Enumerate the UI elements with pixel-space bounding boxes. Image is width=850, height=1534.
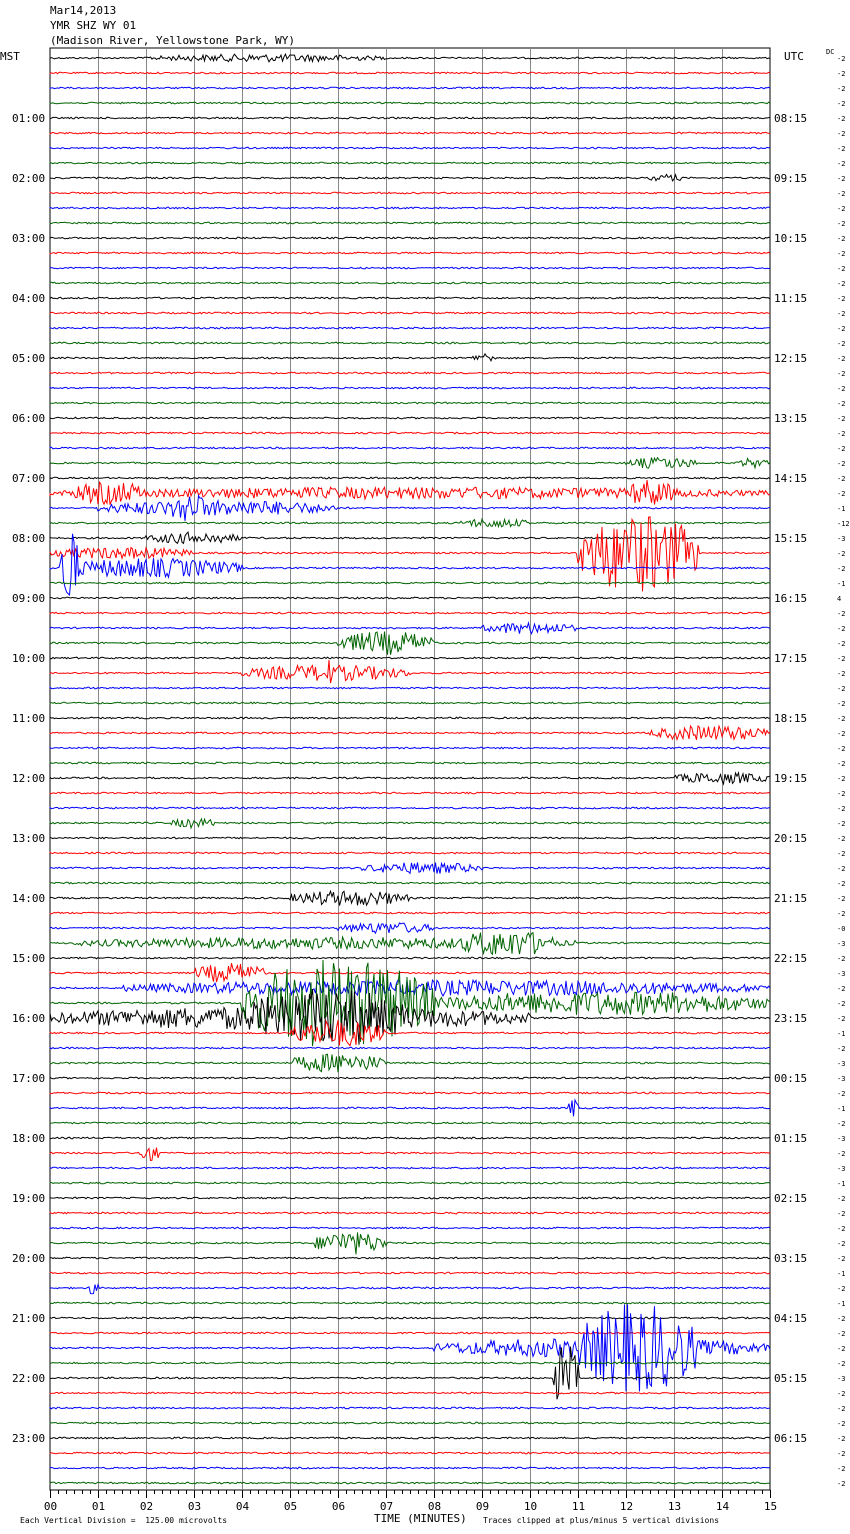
- x-tick-label: 15: [763, 1500, 778, 1513]
- right-hour-label: 20:15: [774, 832, 808, 845]
- seismic-trace: [50, 517, 770, 592]
- seismic-trace: [50, 1122, 770, 1124]
- dc-offset-label: -2: [837, 1315, 846, 1323]
- dc-offset-label: -2: [837, 1150, 846, 1158]
- dc-offset-label: -2: [837, 295, 846, 303]
- dc-offset-label: -2: [837, 730, 846, 738]
- dc-offset-label: -2: [837, 340, 846, 348]
- dc-offset-label: -1: [837, 1180, 846, 1188]
- seismic-trace: [50, 174, 770, 181]
- seismic-trace: [50, 207, 770, 209]
- dc-offset-label: -2: [837, 1015, 846, 1023]
- seismic-trace: [50, 852, 770, 854]
- dc-offset-label: -2: [837, 1345, 846, 1353]
- dc-offset-label: -2: [837, 790, 846, 798]
- left-hour-label: 13:00: [12, 832, 46, 845]
- seismic-trace: [50, 837, 770, 839]
- left-hour-label: 22:00: [12, 1372, 46, 1385]
- seismic-trace: [50, 87, 770, 89]
- seismic-trace: [50, 623, 770, 634]
- seismic-trace: [50, 1482, 770, 1484]
- dc-offset-label: -2: [837, 1255, 846, 1263]
- right-hour-label: 19:15: [774, 772, 808, 785]
- dc-offset-label: -2: [837, 700, 846, 708]
- right-hour-label: 00:15: [774, 1072, 808, 1085]
- x-tick-label: 01: [91, 1500, 106, 1513]
- dc-offset-label: -2: [837, 640, 846, 648]
- dc-offset-label: -2: [837, 85, 846, 93]
- seismic-trace: [50, 267, 770, 269]
- seismic-trace: [50, 297, 770, 299]
- dc-offset-label: -2: [837, 1000, 846, 1008]
- dc-offset-label: -2: [837, 910, 846, 918]
- dc-offset-label: -2: [837, 220, 846, 228]
- dc-offset-label: -2: [837, 550, 846, 558]
- dc-label: DC: [826, 48, 835, 56]
- dc-offset-label: -2: [837, 310, 846, 318]
- seismic-trace: [50, 1020, 770, 1046]
- dc-offset-label: -2: [837, 670, 846, 678]
- x-tick-label: 10: [523, 1500, 538, 1513]
- seismic-trace: [50, 792, 770, 794]
- right-hour-label: 03:15: [774, 1252, 808, 1265]
- seismic-trace: [50, 282, 770, 284]
- seismic-trace: [50, 726, 770, 740]
- seismic-trace: [50, 222, 770, 224]
- left-hour-label: 21:00: [12, 1312, 46, 1325]
- dc-offset-label: -2: [837, 370, 846, 378]
- dc-offset-label: -2: [837, 130, 846, 138]
- seismic-trace: [50, 102, 770, 104]
- dc-offset-label: -1: [837, 1270, 846, 1278]
- dc-offset-label: -2: [837, 400, 846, 408]
- right-hour-label: 13:15: [774, 412, 808, 425]
- dc-offset-label: -2: [837, 100, 846, 108]
- dc-offset-label: -2: [837, 835, 846, 843]
- seismic-trace: [50, 1257, 770, 1259]
- station-label: YMR SHZ WY 01: [50, 19, 137, 32]
- left-hour-label: 23:00: [12, 1432, 46, 1445]
- dc-offset-label: -2: [837, 1480, 846, 1488]
- dc-offset-label: -2: [837, 715, 846, 723]
- scale-note: Each Vertical Division = 125.00 microvolts: [20, 1516, 228, 1525]
- dc-offset-label: -2: [837, 265, 846, 273]
- seismic-trace: [50, 891, 770, 905]
- dc-offset-label: -2: [837, 1225, 846, 1233]
- left-hour-label: 14:00: [12, 892, 46, 905]
- dc-offset-label: -3: [837, 940, 846, 948]
- x-tick-label: 13: [667, 1500, 682, 1513]
- right-hour-label: 14:15: [774, 472, 808, 485]
- seismic-trace: [50, 1332, 770, 1334]
- left-hour-label: 01:00: [12, 112, 46, 125]
- seismic-trace: [50, 863, 770, 874]
- seismic-trace: [50, 354, 770, 361]
- x-tick-label: 06: [331, 1500, 346, 1513]
- seismic-trace: [50, 989, 770, 1045]
- x-tick-label: 09: [475, 1500, 490, 1513]
- seismic-trace: [50, 480, 770, 505]
- dc-offset-label: -12: [837, 520, 850, 528]
- seismic-trace: [50, 477, 770, 479]
- seismic-trace: [50, 1212, 770, 1214]
- dc-offset-label: -2: [837, 655, 846, 663]
- x-tick-label: 11: [571, 1500, 586, 1513]
- dc-offset-label: -2: [837, 880, 846, 888]
- dc-offset-label: -2: [837, 685, 846, 693]
- seismic-trace: [50, 162, 770, 164]
- plot-frame: [50, 48, 770, 1490]
- seismic-trace: [50, 192, 770, 194]
- seismic-trace: [50, 963, 770, 982]
- seismic-trace: [50, 1422, 770, 1424]
- x-tick-label: 02: [139, 1500, 154, 1513]
- seismic-trace: [50, 1407, 770, 1409]
- seismic-trace: [50, 1100, 770, 1116]
- x-axis-title: TIME (MINUTES): [374, 1512, 467, 1525]
- dc-offset-label: -2: [837, 1285, 846, 1293]
- dc-offset-label: -2: [837, 280, 846, 288]
- dc-offset-label: -2: [837, 565, 846, 573]
- seismic-trace: [50, 1452, 770, 1454]
- seismic-trace: [50, 417, 770, 419]
- dc-offset-label: -2: [837, 805, 846, 813]
- utc-corner-label: UTC: [784, 50, 804, 63]
- dc-offset-label: -2: [837, 1210, 846, 1218]
- seismic-trace: [50, 237, 770, 239]
- left-hour-label: 10:00: [12, 652, 46, 665]
- seismic-trace: [50, 534, 770, 595]
- dc-offset-label: -2: [837, 1195, 846, 1203]
- dc-offset-label: -2: [837, 1435, 846, 1443]
- dc-offset-label: -2: [837, 385, 846, 393]
- right-hour-label: 01:15: [774, 1132, 808, 1145]
- seismic-trace: [50, 1232, 770, 1254]
- seismic-trace: [50, 432, 770, 434]
- seismic-trace: [50, 687, 770, 689]
- dc-offset-label: -2: [837, 625, 846, 633]
- right-hour-label: 16:15: [774, 592, 808, 605]
- left-hour-label: 07:00: [12, 472, 46, 485]
- seismic-trace: [50, 1047, 770, 1049]
- seismic-trace: [50, 1362, 770, 1364]
- dc-offset-label: -2: [837, 1405, 846, 1413]
- x-tick-label: 04: [235, 1500, 250, 1513]
- right-hour-label: 02:15: [774, 1192, 808, 1205]
- seismic-trace: [50, 447, 770, 449]
- right-hour-label: 08:15: [774, 112, 808, 125]
- right-hour-label: 04:15: [774, 1312, 808, 1325]
- dc-offset-label: -2: [837, 355, 846, 363]
- x-tick-label: 12: [619, 1500, 634, 1513]
- dc-offset-label: -2: [837, 190, 846, 198]
- right-hour-label: 12:15: [774, 352, 808, 365]
- right-hour-label: 11:15: [774, 292, 808, 305]
- left-hour-label: 18:00: [12, 1132, 46, 1145]
- dc-offset-label: -2: [837, 175, 846, 183]
- dc-offset-label: -2: [837, 1450, 846, 1458]
- seismic-trace: [50, 1197, 770, 1199]
- dc-offset-label: -2: [837, 1420, 846, 1428]
- dc-offset-label: -2: [837, 1330, 846, 1338]
- right-hour-label: 23:15: [774, 1012, 808, 1025]
- dc-offset-label: -2: [837, 160, 846, 168]
- seismic-trace: [50, 819, 770, 828]
- seismic-trace: [50, 458, 770, 469]
- seismic-trace: [50, 402, 770, 404]
- dc-offset-label: -2: [837, 745, 846, 753]
- dc-offset-label: -1: [837, 1030, 846, 1038]
- right-hour-label: 09:15: [774, 172, 808, 185]
- dc-offset-label: -2: [837, 1390, 846, 1398]
- seismic-trace: [50, 1272, 770, 1274]
- dc-offset-label: -2: [837, 850, 846, 858]
- seismic-trace: [50, 1302, 770, 1304]
- dc-offset-label: -2: [837, 775, 846, 783]
- dc-offset-label: -3: [837, 1165, 846, 1173]
- dc-offset-label: -2: [837, 430, 846, 438]
- location-label: (Madison River, Yellowstone Park, WY): [50, 34, 296, 47]
- mst-corner-label: MST: [0, 50, 20, 63]
- dc-offset-label: -3: [837, 970, 846, 978]
- dc-offset-label: -1: [837, 1105, 846, 1113]
- dc-offset-label: -2: [837, 760, 846, 768]
- seismic-trace: [50, 132, 770, 134]
- dc-offset-label: -1: [837, 1300, 846, 1308]
- seismic-trace: [50, 773, 770, 784]
- x-tick-label: 07: [379, 1500, 394, 1513]
- dc-offset-label: -2: [837, 145, 846, 153]
- seismic-trace: [50, 519, 770, 527]
- seismic-trace: [50, 1077, 770, 1079]
- left-hour-label: 06:00: [12, 412, 46, 425]
- left-hour-label: 12:00: [12, 772, 46, 785]
- dc-offset-label: -1: [837, 580, 846, 588]
- dc-offset-label: -2: [837, 955, 846, 963]
- seismic-trace: [50, 702, 770, 704]
- dc-offset-label: 4: [837, 595, 842, 603]
- dc-offset-label: -2: [837, 1360, 846, 1368]
- x-tick-label: 05: [283, 1500, 298, 1513]
- seismic-trace: [50, 1182, 770, 1184]
- left-hour-label: 19:00: [12, 1192, 46, 1205]
- dc-offset-label: -2: [837, 115, 846, 123]
- dc-offset-label: -2: [837, 865, 846, 873]
- left-hour-label: 16:00: [12, 1012, 46, 1025]
- seismic-trace: [50, 1227, 770, 1229]
- seismic-trace: [50, 147, 770, 149]
- seismic-trace: [50, 762, 770, 764]
- seismic-trace: [50, 933, 770, 955]
- seismic-trace: [50, 72, 770, 74]
- seismic-trace: [50, 657, 770, 659]
- date-label: Mar14,2013: [50, 4, 117, 17]
- x-tick-label: 00: [43, 1500, 58, 1513]
- dc-offset-label: -3: [837, 1375, 846, 1383]
- seismic-trace: [50, 1467, 770, 1469]
- left-hour-label: 03:00: [12, 232, 46, 245]
- seismic-trace: [50, 54, 770, 62]
- dc-offset-label: -2: [837, 1240, 846, 1248]
- dc-offset-label: -2: [837, 205, 846, 213]
- dc-offset-label: -2: [837, 1120, 846, 1128]
- seismic-trace: [50, 882, 770, 884]
- dc-offset-label: -2: [837, 1090, 846, 1098]
- seismic-trace: [50, 660, 770, 683]
- dc-offset-label: -2: [837, 415, 846, 423]
- dc-offset-label: -3: [837, 535, 846, 543]
- seismic-trace: [50, 1167, 770, 1169]
- right-hour-label: 22:15: [774, 952, 808, 965]
- left-hour-label: 17:00: [12, 1072, 46, 1085]
- x-tick-label: 03: [187, 1500, 202, 1513]
- seismic-trace: [50, 923, 770, 933]
- dc-offset-label: -3: [837, 1060, 846, 1068]
- right-hour-label: 05:15: [774, 1372, 808, 1385]
- clip-note: Traces clipped at plus/minus 5 vertical divisions: [483, 1516, 720, 1525]
- seismic-trace: [50, 957, 770, 959]
- seismic-trace: [50, 1392, 770, 1394]
- left-hour-label: 08:00: [12, 532, 46, 545]
- seismic-trace: [50, 632, 770, 655]
- seismic-trace: [50, 327, 770, 329]
- dc-offset-label: -2: [837, 1465, 846, 1473]
- dc-offset-label: -2: [837, 55, 846, 63]
- seismic-trace: [50, 582, 770, 584]
- left-hour-label: 05:00: [12, 352, 46, 365]
- dc-offset-label: -2: [837, 820, 846, 828]
- dc-offset-label: -3: [837, 1135, 846, 1143]
- left-hour-label: 04:00: [12, 292, 46, 305]
- right-hour-label: 15:15: [774, 532, 808, 545]
- x-tick-label: 08: [427, 1500, 442, 1513]
- left-hour-label: 09:00: [12, 592, 46, 605]
- seismic-trace: [50, 1437, 770, 1439]
- dc-offset-label: -2: [837, 70, 846, 78]
- right-hour-label: 10:15: [774, 232, 808, 245]
- seismic-trace: [50, 387, 770, 389]
- seismic-trace: [50, 252, 770, 254]
- seismic-trace: [50, 312, 770, 314]
- seismic-trace: [50, 372, 770, 374]
- seismic-trace: [50, 807, 770, 809]
- seismic-trace: [50, 1137, 770, 1139]
- dc-offset-label: -0: [837, 925, 846, 933]
- dc-offset-label: -2: [837, 985, 846, 993]
- dc-offset-label: -2: [837, 325, 846, 333]
- right-hour-label: 18:15: [774, 712, 808, 725]
- dc-offset-label: -3: [837, 1075, 846, 1083]
- dc-offset-label: -1: [837, 505, 846, 513]
- dc-offset-label: -2: [837, 235, 846, 243]
- seismic-trace: [50, 747, 770, 749]
- seismic-trace: [50, 117, 770, 119]
- dc-offset-label: -2: [837, 1045, 846, 1053]
- seismic-trace: [50, 612, 770, 614]
- left-hour-label: 11:00: [12, 712, 46, 725]
- seismic-trace: [50, 1054, 770, 1072]
- right-hour-label: 06:15: [774, 1432, 808, 1445]
- seismic-trace: [50, 342, 770, 344]
- right-hour-label: 21:15: [774, 892, 808, 905]
- dc-offset-label: -2: [837, 475, 846, 483]
- dc-offset-label: -2: [837, 250, 846, 258]
- seismic-trace: [50, 717, 770, 719]
- left-hour-label: 02:00: [12, 172, 46, 185]
- seismic-trace: [50, 1317, 770, 1319]
- x-tick-label: 14: [715, 1500, 730, 1513]
- seismic-trace: [50, 912, 770, 914]
- right-hour-label: 17:15: [774, 652, 808, 665]
- dc-offset-label: -2: [837, 460, 846, 468]
- seismic-trace: [50, 1092, 770, 1094]
- dc-offset-label: -2: [837, 610, 846, 618]
- left-hour-label: 15:00: [12, 952, 46, 965]
- left-hour-label: 20:00: [12, 1252, 46, 1265]
- dc-offset-label: -2: [837, 445, 846, 453]
- seismic-trace: [50, 597, 770, 599]
- dc-offset-label: -2: [837, 895, 846, 903]
- seismic-trace: [50, 1285, 770, 1294]
- dc-offset-label: -2: [837, 490, 846, 498]
- seismic-trace: [50, 496, 770, 521]
- seismic-trace: [50, 1148, 770, 1161]
